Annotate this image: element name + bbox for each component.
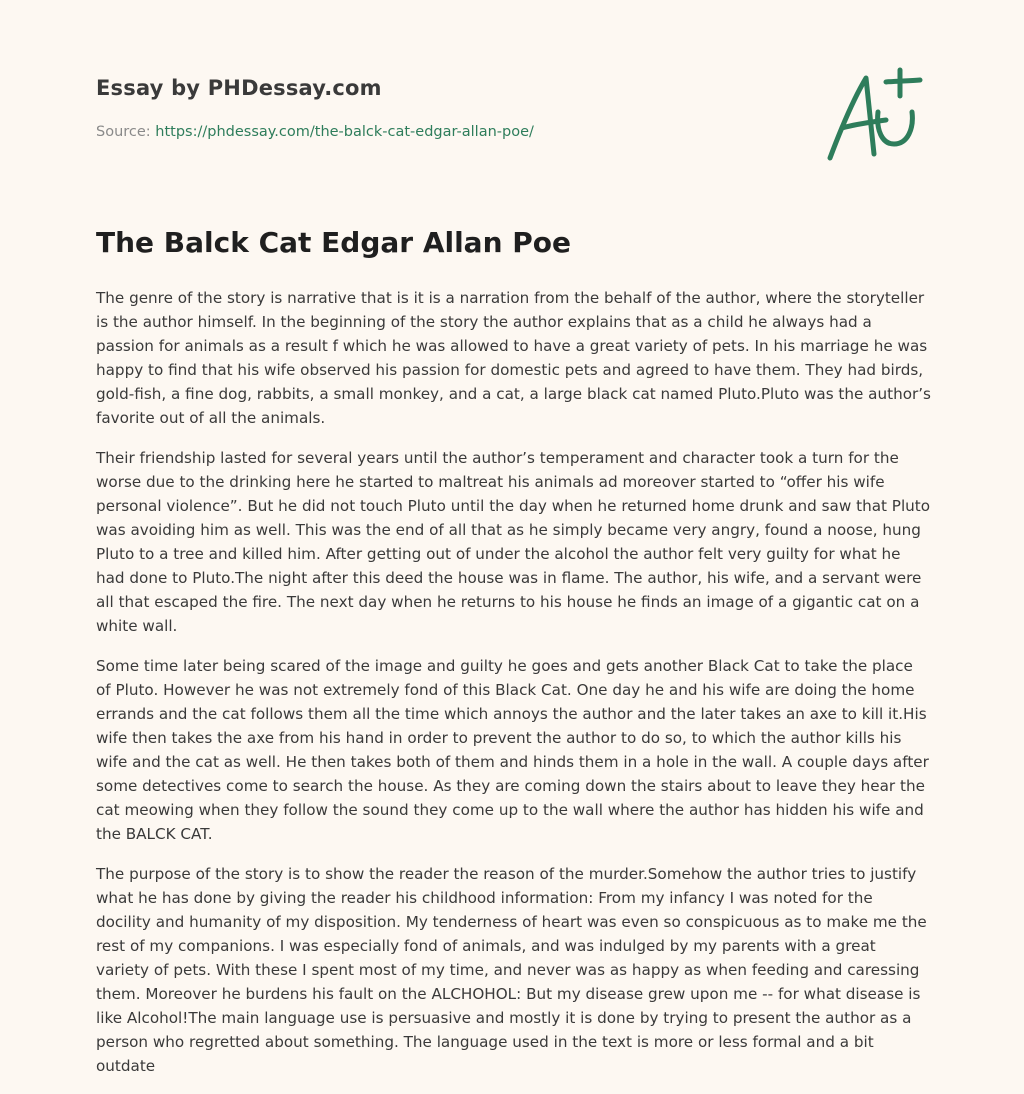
essay-paragraph: The purpose of the story is to show the reader the reason of the murder.Somehow the author tries to justify what he has done by giving the reader his childhood information: From my infancy I was noted for the docility and humanity of my disposition. My tenderness of heart was even so conspicuous as to make me the rest of my companions. I was especially fond of animals, and was indulged by my parents with a great variety of pets. With these I spent most of my time, and never was as happy as when feeding and caressing them. Moreover he burdens his fault on the ALCHOHOL: But my disease grew upon me -- for what disease is like Alcohol!The main language use is persuasive and mostly it is done by trying to present the author as a person who regretted about something. The language used in the text is more or less formal and a bit outdate — [96, 865, 927, 1075]
source-line — [96, 124, 534, 140]
essay-paragraph: Their friendship lasted for several years until the author’s temperament and character took a turn for the worse due to the drinking here he started to maltreat his animals ad moreover started to “offer his wife personal violence”. But he did not touch Pluto until the day when he returned home drunk and saw that Pluto was avoiding him as well. This was the end of all that as he simply became very angry, found a noose, hung Pluto to a tree and killed him. After getting out of under the alcohol the author felt very guilty for what he had done to Pluto.The night after this deed the house was in flame. The author, his wife, and a servant were all that escaped the fire. The next day when he returns to his house he finds an image of a gigantic cat on a white wall. — [96, 449, 931, 635]
a-plus-icon — [820, 66, 930, 166]
site-brand: Essay by PHDessay.com — [96, 76, 382, 100]
source-label: Source: — [96, 124, 156, 140]
essay-paragraph: The genre of the story is narrative that is it is a narration from the behalf of the author, where the storyteller is the author himself. In the beginning of the story the author explains that as a child he always had a passion for animals as a result f which he was allowed to have a great variety of pets. In his marriage he was happy to find that his wife observed his passion for domestic pets and agreed to have them. They had birds, gold-fish, a fine dog, rabbits, a small monkey, and a cat, a large black cat named Pluto.Pluto was the author’s favorite out of all the animals. — [96, 289, 931, 427]
essay-title: The Balck Cat Edgar Allan Poe — [96, 226, 572, 259]
essay-paragraph: Some time later being scared of the image and guilty he goes and gets another Black Cat to take the place of Pluto. However he was not extremely fond of this Black Cat. One day he and his wife are doing the home errands and the cat follows them all the time which annoys the author and the later takes an axe to kill it.His wife then takes the axe from his hand in order to prevent the author to do so, to which the author kills his wife and the cat as well. He then takes both of them and hinds them in a hole in the wall. A couple days after some detectives come to search the house. As they are coming down the stairs about to leave they hear the cat meowing when they follow the sound they come up to the wall where the author has hidden his wife and the BALCK CAT. — [96, 657, 929, 843]
essay-body — [96, 286, 932, 1094]
source-link[interactable]: https://phdessay.com/the-balck-cat-edgar-allan-poe/ — [155, 124, 534, 140]
